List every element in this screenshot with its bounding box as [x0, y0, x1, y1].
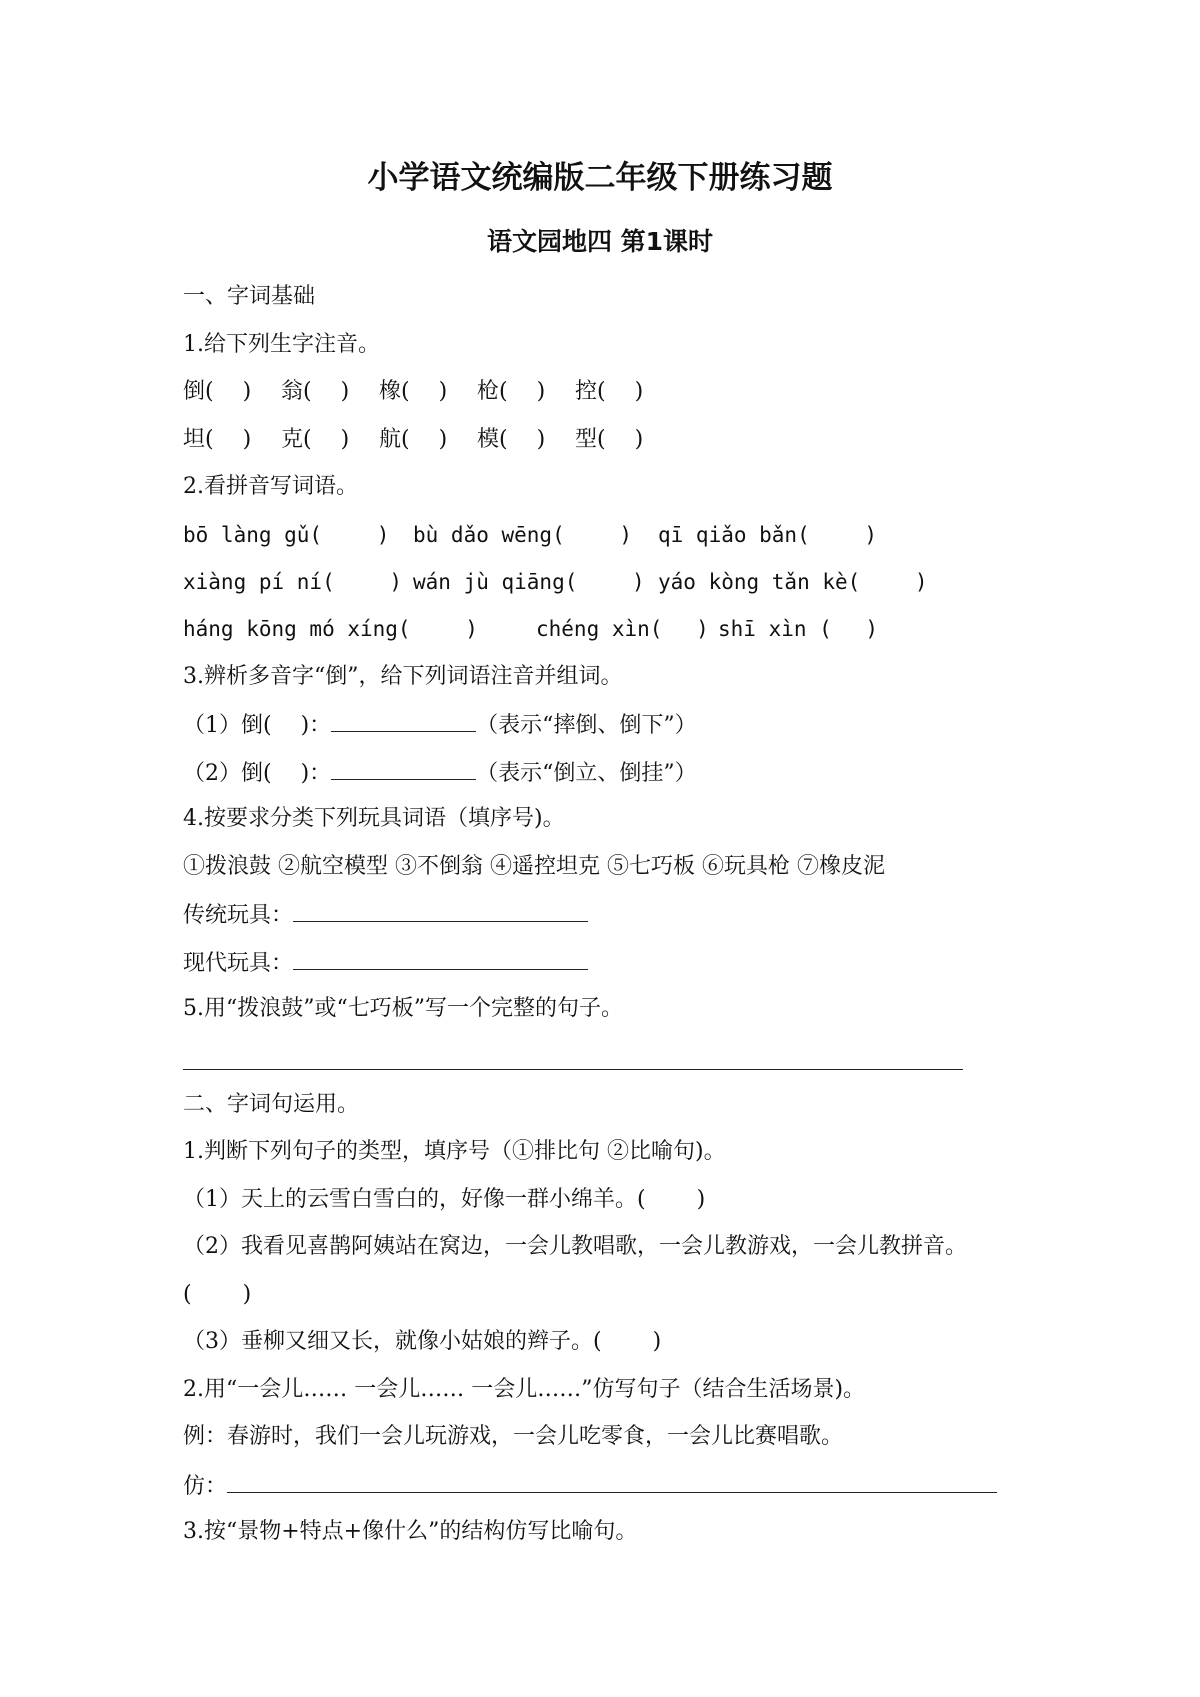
pinyin-item: háng kōng mó xíng( ) [183, 617, 478, 641]
char-item: 型( ) [575, 427, 644, 452]
answer-blank[interactable] [331, 709, 476, 732]
s2-q2-imitate-label: 仿： [183, 1474, 228, 1499]
char-item: 航( ) [379, 427, 448, 452]
q2-row1 [183, 520, 898, 550]
s2-q3-prompt: 3.按“景物+特点+像什么”的结构仿写比喻句。 [183, 1519, 638, 1544]
pinyin-item: yáo kòng tǎn kè( ) [658, 570, 928, 594]
s2-q2-example: 例：春游时，我们一会儿玩游戏，一会儿吃零食，一会儿比赛唱歌。 [183, 1424, 844, 1449]
s2-q2-prompt: 2.用“一会儿…… 一会儿…… 一会儿……”仿写句子（结合生活场景)。 [183, 1377, 866, 1402]
answer-blank[interactable] [293, 899, 588, 922]
q3-item2-note: （表示“倒立、倒挂”） [476, 761, 697, 786]
char-item: 模( ) [477, 427, 546, 452]
answer-blank[interactable] [293, 947, 588, 970]
answer-line[interactable] [183, 1069, 963, 1070]
section1-heading: 一、字词基础 [183, 284, 316, 309]
char-item: 橡( ) [379, 379, 448, 404]
q2-row3 [183, 614, 918, 644]
s2-q2-imitate [183, 1470, 997, 1502]
q3-item1-label: （1）倒( )： [183, 713, 332, 738]
s2-q1-sentence3: （3）垂柳又细又长，就像小姑娘的辫子。( ) [183, 1329, 662, 1354]
page-subtitle: 语文园地四 第1课时 [486, 227, 714, 256]
char-item: 克( ) [281, 427, 350, 452]
pinyin-item: wán jù qiāng( ) [413, 570, 645, 594]
s2-q1-sentence2: （2）我看见喜鹊阿姨站在窝边，一会儿教唱歌，一会儿教游戏，一会儿教拼音。 [183, 1234, 967, 1259]
pinyin-item: bù dǎo wēng( ) [413, 523, 633, 547]
s2-q1-sentence2-paren: ( ) [183, 1282, 252, 1307]
q4-traditional [183, 899, 588, 931]
q1-prompt: 1.给下列生字注音。 [183, 332, 380, 357]
q5-prompt: 5.用“拨浪鼓”或“七巧板”写一个完整的句子。 [183, 996, 623, 1021]
answer-blank[interactable] [331, 757, 476, 780]
q2-row2 [183, 567, 958, 597]
pinyin-item: xiàng pí ní( ) [183, 570, 403, 594]
pinyin-item: bō làng gǔ( ) [183, 523, 390, 547]
q3-item1-note: （表示“摔倒、倒下”） [476, 713, 697, 738]
q3-item1 [183, 709, 697, 741]
q4-options: ①拨浪鼓 ②航空模型 ③不倒翁 ④遥控坦克 ⑤七巧板 ⑥玩具枪 ⑦橡皮泥 [183, 854, 885, 879]
s2-q1-prompt: 1.判断下列句子的类型，填序号（①排比句 ②比喻句)。 [183, 1139, 726, 1164]
q2-prompt: 2.看拼音写词语。 [183, 474, 358, 499]
q4-modern-label: 现代玩具： [183, 951, 294, 976]
char-item: 翁( ) [281, 379, 350, 404]
char-item: 枪( ) [477, 379, 546, 404]
pinyin-item: chéng xìn( ) [536, 617, 709, 641]
char-item: 倒( ) [183, 379, 252, 404]
q3-item2-label: （2）倒( )： [183, 761, 332, 786]
answer-blank[interactable] [227, 1470, 997, 1493]
q3-item2 [183, 757, 697, 789]
q4-traditional-label: 传统玩具： [183, 903, 294, 928]
page-title: 小学语文统编版二年级下册练习题 [367, 160, 833, 196]
q1-row1 [183, 377, 673, 407]
q1-row2 [183, 425, 673, 455]
q3-prompt: 3.辨析多音字“倒”，给下列词语注音并组词。 [183, 664, 623, 689]
pinyin-item: qī qiǎo bǎn( ) [658, 523, 878, 547]
char-item: 坦( ) [183, 427, 252, 452]
q4-modern [183, 947, 588, 979]
section2-heading: 二、字词句运用。 [183, 1092, 360, 1117]
s2-q1-sentence1: （1）天上的云雪白雪白的，好像一群小绵羊。( ) [183, 1187, 706, 1212]
char-item: 控( ) [575, 379, 644, 404]
q4-prompt: 4.按要求分类下列玩具词语（填序号)。 [183, 806, 565, 831]
pinyin-item: shī xìn ( ) [718, 617, 879, 641]
